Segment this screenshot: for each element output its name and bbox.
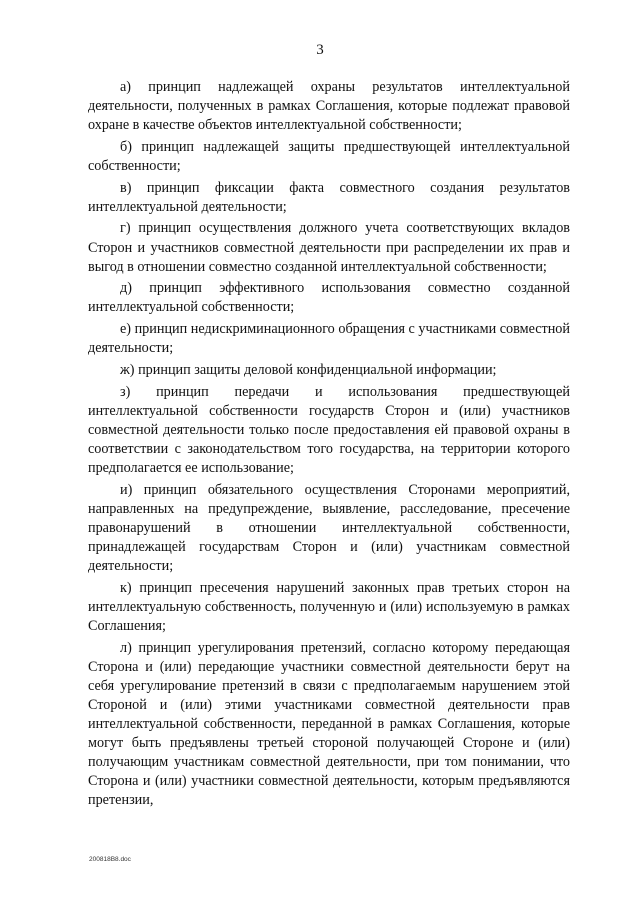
paragraph-g: г) принцип осуществления должного учета соответствующих вкладов Сторон и участников совместной деятельности при распределении их прав и выгод в отношении совместно созданной интеллектуальной собственности; (88, 220, 570, 275)
paragraph-l: л) принцип урегулирования претензий, согласно которому передающая Сторона и (или) передающие участники совместной деятельности берут на себя урегулирование претензий в связи с предполагаемым нарушением этой Стороной и (или) этими участниками совместной деятельности прав интеллектуальной собственности, переданной в рамках Соглашения, которые могут быть предъявлены третьей стороной получающей Стороне и (или) получающим участникам совместной деятельности, при том понимании, что Сторона и (или) участники совместной деятельности, которым предъявляются претензии, (88, 639, 570, 809)
paragraph-a: а) принцип надлежащей охраны результатов интеллектуальной деятельности, полученных в рамках Соглашения, которые подлежат правовой охране в качестве объектов интеллектуальной собственности; (88, 79, 570, 134)
file-name-footer: 200818B8.doc (89, 856, 131, 863)
paragraph-d: д) принцип эффективного использования совместно созданной интеллектуальной собственности; (88, 280, 570, 316)
paragraph-v: в) принцип фиксации факта совместного создания результатов интеллектуальной деятельности; (88, 179, 570, 215)
document-body (88, 78, 570, 813)
paragraph-z: з) принцип передачи и использования предшествующей интеллектуальной собственности государств Сторон и (или) участников совместной деятельности только после предоставления ей правовой охраны в соответствии с законодательством того государства, на территории которого предполагается ее использование; (88, 383, 570, 476)
page-number: 3 (316, 42, 324, 58)
paragraph-zh: ж) принцип защиты деловой конфиденциальной информации; (120, 361, 497, 378)
paragraph-k: к) принцип пресечения нарушений законных прав третьих сторон на интеллектуальную собственность, полученную и (или) используемую в рамках Соглашения; (88, 579, 570, 634)
paragraph-i: и) принцип обязательного осуществления Сторонами мероприятий, направленных на предупреждение, выявление, расследование, пресечение правонарушений в отношении интеллектуальной собственности, принадлежащей государствам Сторон и (или) участникам совместной деятельности; (88, 481, 570, 574)
paragraph-b: б) принцип надлежащей защиты предшествующей интеллектуальной собственности; (88, 138, 570, 174)
paragraph-e: е) принцип недискриминационного обращения с участниками совместной деятельности; (88, 321, 570, 357)
